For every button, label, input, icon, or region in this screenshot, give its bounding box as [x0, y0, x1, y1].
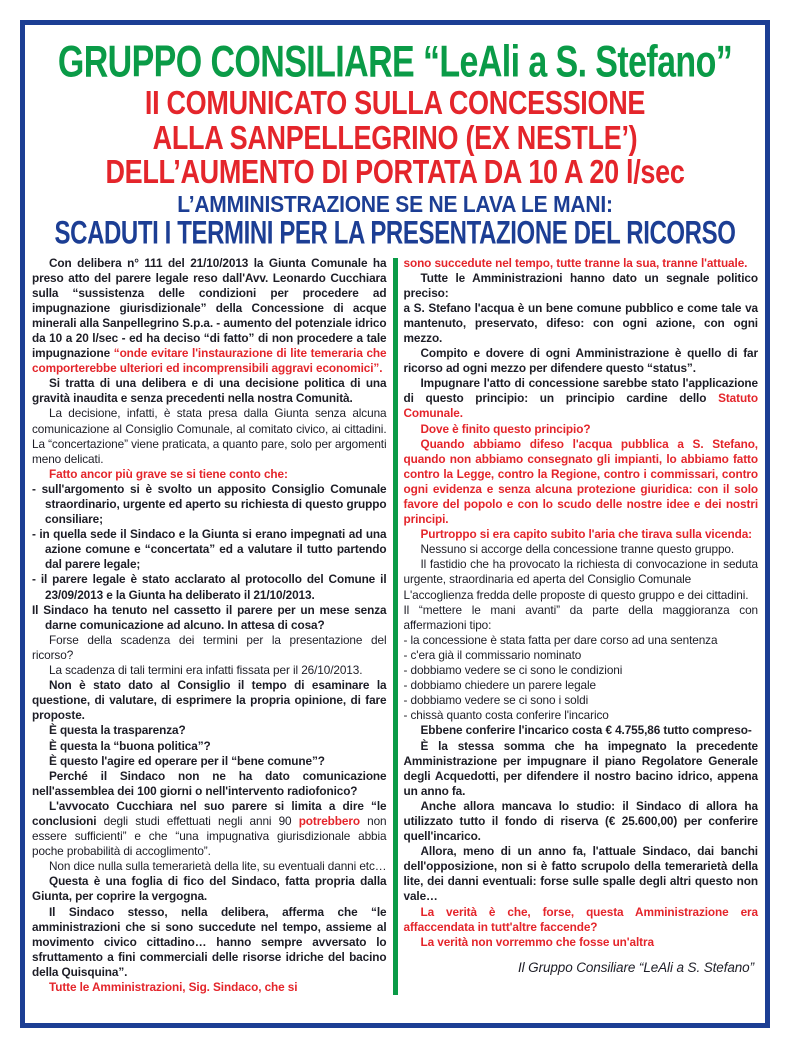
text-span: - la concessione è stata fatta per dare corso ad una sentenza	[403, 632, 718, 647]
flyer-sheet	[20, 20, 770, 1028]
paragraph	[404, 633, 759, 648]
paragraph	[32, 769, 387, 799]
paragraph	[404, 422, 759, 437]
text-span: potrebbero	[298, 813, 368, 828]
paragraph	[404, 678, 759, 693]
paragraph	[32, 633, 387, 663]
paragraph	[32, 376, 387, 406]
text-span: La decisione, infatti, è stata presa dalla Giunta senza alcuna comunicazione al Consiglio Comunale, al comitato civico, ai cittadini. La “concertazione” viene praticata, a quanto pare, solo per argomenti meno delicati.	[32, 406, 387, 466]
text-span: È la stessa somma che ha impegnato la precedente Amministrazione per impugnare il piano Regolatore Generale degli Acquedotti, per difendere il nostro bacino idrico, appena un anno fa.	[403, 738, 758, 798]
paragraph	[32, 467, 387, 482]
text-span: Si tratta di una delibera e di una decisione politica di una gravità inaudita e senza precedenti nella nostra Comunità.	[32, 376, 387, 406]
paragraph	[32, 799, 387, 859]
paragraph	[404, 905, 759, 935]
text-span: Dove è finito questo principio?	[420, 421, 591, 436]
paragraph	[404, 346, 759, 376]
text-span: Non è stato dato al Consiglio il tempo di esaminare la questione, di valutare, di esprimere la propria opinione, di fare proposte.	[32, 678, 387, 723]
paragraph	[32, 754, 387, 769]
text-span: Statuto Comunale.	[403, 391, 758, 421]
text-span: - c'era già il commissario nominato	[403, 647, 582, 662]
text-span: Il Sindaco ha tenuto nel cassetto il parere per un mese senza darne comunicazione ad alcuno. In attesa di cosa?	[32, 602, 387, 632]
text-span: Non dice nulla sulla temerarietà della lite, su eventuali danni etc…	[49, 859, 387, 874]
text-span: Forse della scadenza dei termini per la presentazione del ricorso?	[32, 632, 387, 662]
text-span: - chissà quanto costa conferire l'incarico	[403, 708, 609, 723]
text-span: “onde evitare l'instaurazione di lite temeraria che comporterebbe ulteriori ed incomprensibili aggravi economici”.	[32, 346, 387, 376]
paragraph	[32, 527, 387, 572]
text-span: Compito e dovere di ogni Amministrazione è quello di far ricorso ad ogni mezzo per difendere questo “status”.	[403, 346, 758, 376]
subtitle-blue-large: SCADUTI I TERMINI PER LA PRESENTAZIONE DEL RICORSO	[54, 214, 736, 252]
text-span: Quando abbiamo difeso l'acqua pubblica a S. Stefano, quando non abbiamo consegnato gli impianti, lo abbiamo fatto contro la Legge, contro la Regione, contro i commissari, contro ogni evidenza e senza alcuna protezione giuridica: con il solo favore del popolo e con lo scudo delle nostre idee e dei nostri principi.	[403, 436, 758, 527]
paragraph	[32, 723, 387, 738]
paragraph	[404, 739, 759, 799]
text-span: Purtroppo si era capito subito l'aria che tirava sulla vicenda:	[420, 527, 753, 542]
text-span: - dobbiamo vedere se ci sono le condizioni	[403, 663, 623, 678]
paragraph	[404, 799, 759, 844]
text-span: Perché il Sindaco non ne ha dato comunicazione nell'assemblea dei 100 giorni o nell'intervento radiofonico?	[32, 768, 387, 798]
text-span: Nessuno si accorge della concessione tranne questo gruppo.	[420, 542, 735, 557]
paragraph	[404, 301, 759, 346]
text-span: Con delibera n° 111 del 21/10/2013 la Giunta Comunale ha preso atto del parere legale reso dall'Avv. Leonardo Cucchiara sulla “sussistenza delle condizioni per procedere ad impugnazione giurisdizionale” della Concessione di acque minerali alla Sanpellegrino S.p.a. - aumento del potenziale idrico da 10 a 20 l/sec - ed ha deciso “di fatto” di non procedere a tale impugnazione	[32, 255, 387, 361]
paragraph	[32, 256, 387, 377]
text-span: Impugnare l'atto di concessione sarebbe stato l'applicazione di questo principio: un principio cardine dello	[403, 376, 758, 406]
paragraph	[32, 482, 387, 527]
text-span: - il parere legale è stato acclarato al protocollo del Comune il 23/09/2013 e la Giunta ha deliberato il 21/10/2013.	[32, 572, 387, 602]
column-divider	[393, 258, 398, 996]
text-span: È questo l'agire ed operare per il “bene comune”?	[49, 753, 325, 768]
paragraph	[32, 980, 387, 995]
paragraph	[404, 557, 759, 587]
paragraph	[404, 603, 759, 633]
paragraph	[404, 542, 759, 557]
paragraph	[32, 905, 387, 980]
text-span: Anche allora mancava lo studio: il Sindaco di allora ha utilizzato tutto il fondo di riserva (€ 25.600,00) per conferire quell'incarico.	[403, 798, 758, 844]
paragraph	[32, 739, 387, 754]
paragraph	[32, 678, 387, 723]
signature: Il Gruppo Consiliare “LeAli a S. Stefano”	[517, 959, 754, 975]
text-span: Allora, meno di un anno fa, l'attuale Sindaco, dai banchi dell'opposizione, non si è fatto scrupolo della temerarietà della lite, dei danni eventuali: forse sulle spalle degli altri questo non vale…	[403, 844, 758, 904]
text-span: Fatto ancor più grave se si tiene conto che:	[49, 466, 288, 481]
text-span: Il “mettere le mani avanti” da parte della maggioranza con affermazioni tipo:	[403, 602, 758, 632]
text-span: Questa è una foglia di fico del Sindaco, fatta propria dalla Giunta, per coprire la vergogna.	[32, 874, 387, 904]
paragraph	[404, 256, 759, 271]
paragraph	[404, 437, 759, 528]
text-span: È questa la “buona politica”?	[49, 738, 211, 753]
paragraph	[32, 603, 387, 633]
body-columns	[32, 256, 758, 996]
text-span: La verità è che, forse, questa Amministrazione era affaccendata in tutt'altre faccende?	[403, 904, 758, 934]
subtitle-blue-small: L’AMMINISTRAZIONE SE NE LAVA LE MANI:	[177, 191, 613, 217]
text-span: - sull'argomento si è svolto un apposito Consiglio Comunale straordinario, urgente ed aperto su richiesta di questo gruppo consiliare;	[32, 481, 387, 527]
text-span: Il fastidio che ha provocato la richiesta di convocazione in seduta urgente, straordinaria ed aperta del Consiglio Comunale	[403, 557, 758, 587]
paragraph	[32, 874, 387, 904]
flyer-header	[32, 36, 758, 252]
text-span: - dobbiamo vedere se ci sono i soldi	[403, 693, 589, 708]
paragraph	[32, 859, 387, 874]
text-span: a S. Stefano l'acqua è un bene comune pubblico e come tale va mantenuto, preservato, difeso: con ogni azione, con ogni mezzo.	[403, 300, 758, 345]
text-span: La scadenza di tali termini era infatti fissata per il 26/10/2013.	[49, 663, 363, 678]
subtitle-red-line-1: II COMUNICATO SULLA CONCESSIONE	[144, 84, 646, 122]
paragraph	[404, 663, 759, 678]
paragraph	[404, 527, 759, 542]
paragraph	[404, 648, 759, 663]
paragraph	[404, 723, 759, 738]
text-span: - dobbiamo chiedere un parere legale	[403, 678, 596, 693]
subtitle-red-line-3: DELL’AUMENTO DI PORTATA DA 10 A 20 l/sec	[105, 153, 685, 191]
text-span: - in quella sede il Sindaco e la Giunta si erano impegnati ad una azione comune e “concertata” ed a valutare il tutto partendo dal parere legale;	[32, 527, 387, 572]
text-span: Ebbene conferire l'incarico costa € 4.755,86 tutto compreso-	[420, 723, 752, 738]
paragraph	[404, 935, 759, 950]
text-span: non essere sufficienti” e che “una impugnativa giurisdizionale abbia poche probabilità di accoglimento”.	[32, 813, 387, 859]
page-title: GRUPPO CONSILIARE “LeAli a S. Stefano”	[57, 36, 733, 87]
text-span: Tutte le Amministrazioni, Sig. Sindaco, che si	[49, 980, 298, 994]
paragraph	[32, 406, 387, 466]
paragraph	[404, 693, 759, 708]
paragraph	[32, 572, 387, 602]
text-span: La verità non vorremmo che fosse un'altra	[420, 934, 654, 949]
text-span: Il Sindaco stesso, nella delibera, afferma che “le amministrazioni che si sono succedute nel tempo, assieme al movimento civico cittadino… hanno sempre avversato lo sfruttamento a fini commerciali delle risorse idriche del bacino della Quisquina”.	[32, 904, 387, 979]
text-span: degli studi effettuati negli anni 90	[103, 813, 299, 828]
text-span: sono succedute nel tempo, tutte tranne la sua, tranne l'attuale.	[403, 255, 748, 270]
subtitle-red-line-2: ALLA SANPELLEGRINO (EX NESTLE’)	[152, 119, 638, 156]
paragraph	[32, 663, 387, 678]
column-left	[32, 256, 387, 996]
paragraph	[404, 708, 759, 723]
paragraph	[404, 588, 759, 603]
paragraph	[404, 271, 759, 301]
text-span: L'avvocato Cucchiara nel suo parere si limita a dire “le conclusioni	[32, 798, 387, 828]
paragraph	[404, 844, 759, 904]
column-right	[404, 256, 759, 996]
paragraph	[404, 376, 759, 421]
text-span: Tutte le Amministrazioni hanno dato un segnale politico preciso:	[403, 270, 758, 300]
text-span: È questa la trasparenza?	[49, 723, 186, 738]
text-span: L'accoglienza fredda delle proposte di questo gruppo e dei cittadini.	[403, 587, 749, 602]
